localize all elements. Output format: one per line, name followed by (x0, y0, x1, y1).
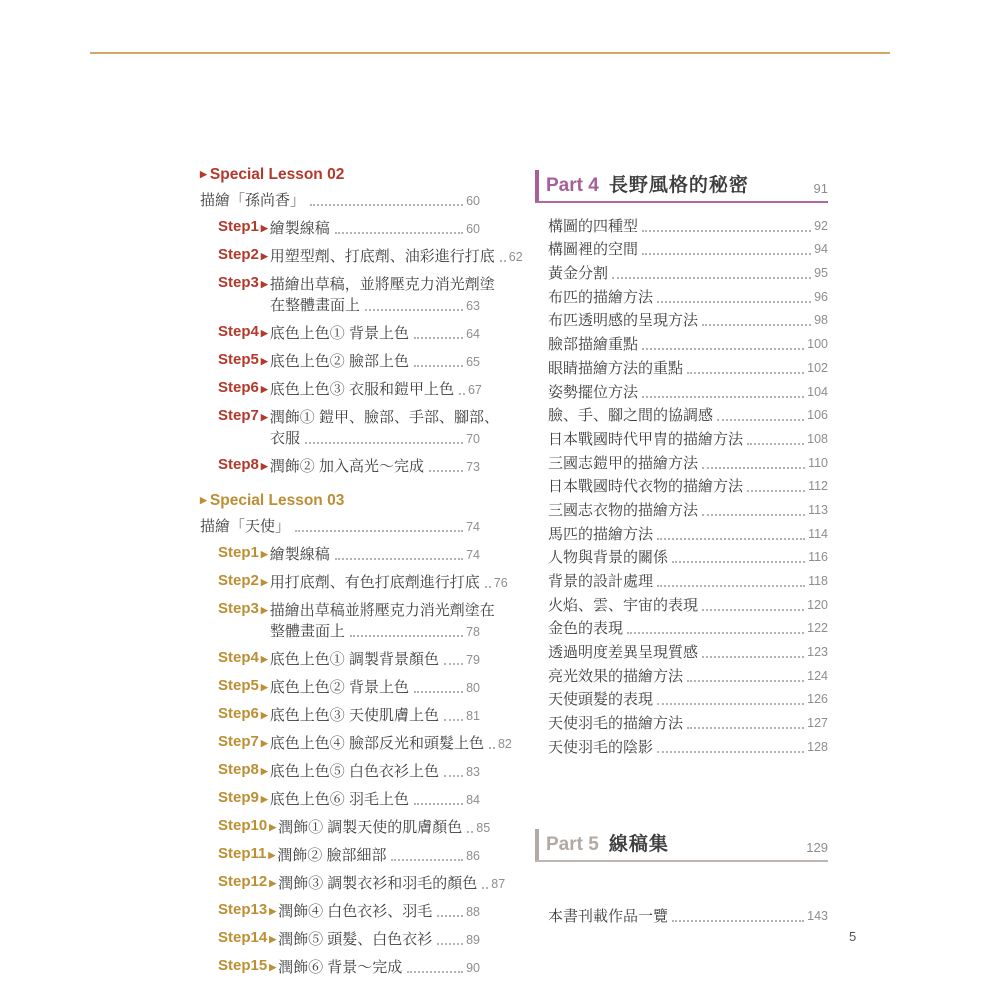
toc-item (548, 236, 828, 260)
dot-leader (391, 859, 463, 861)
step-text: 底色上色① 調製背景顏色 (269, 651, 439, 668)
part-label: Part 4 (546, 175, 599, 196)
step-text-continued: 整體畫面上 (270, 623, 346, 640)
right-toc-column (535, 168, 828, 926)
dot-leader (365, 309, 463, 311)
toc-item (548, 544, 828, 568)
dot-leader (627, 632, 804, 634)
toc-item-text: 三國志衣物的描繪方法 (548, 501, 699, 519)
step-label (218, 377, 270, 400)
step-entry (218, 216, 480, 239)
dot-leader (467, 831, 473, 833)
page-number: 76 (493, 576, 508, 590)
dot-leader (482, 887, 488, 889)
part-items-list (535, 203, 828, 757)
step-label (218, 899, 278, 922)
step-entry (218, 570, 508, 593)
page-number: 84 (466, 793, 480, 807)
part-5-block (535, 827, 828, 862)
step-arrow-icon: ▶ (260, 605, 268, 615)
step-label (218, 647, 270, 670)
step-entry (218, 955, 480, 978)
toc-item-text: 馬匹的描繪方法 (548, 525, 654, 543)
subtitle-text: 描繪「天使」 (200, 518, 291, 535)
toc-item-text: 日本戰國時代衣物的描繪方法 (548, 478, 744, 496)
step-entry (218, 349, 480, 372)
page-number: 106 (807, 408, 828, 423)
step-label (218, 570, 270, 593)
section-heading (200, 490, 480, 511)
toc-item-text: 天使羽毛的陰影 (548, 738, 654, 756)
page-number: 120 (807, 597, 828, 612)
toc-item-text: 構圖的四種型 (548, 217, 639, 235)
toc-item-text: 臉部描繪重點 (548, 336, 639, 354)
step-arrow-icon: ▶ (260, 766, 268, 776)
step-entry (218, 787, 480, 810)
step-arrow-icon: ▶ (260, 356, 268, 366)
page-number: 116 (808, 550, 828, 565)
step-text: 底色上色② 臉部上色 (269, 353, 409, 370)
toc-item (548, 473, 828, 497)
step-label (218, 321, 270, 344)
dot-leader (305, 442, 463, 444)
page-number: 81 (466, 709, 480, 723)
step-text: 潤飾⑥ 背景～完成 (278, 959, 403, 976)
step-label-text: Step1 (218, 544, 259, 561)
step-label (218, 216, 270, 239)
page-number: 94 (814, 242, 828, 257)
step-label-text: Step2 (218, 572, 259, 589)
page-number: 122 (807, 621, 828, 636)
toc-item-text: 三國志鎧甲的描繪方法 (548, 454, 699, 472)
steps-list (218, 542, 512, 978)
dot-leader (672, 561, 805, 563)
step-text: 描繪出草稿，並將壓克力消光劑塗 (269, 276, 495, 293)
step-entry (218, 899, 480, 922)
step-label-text: Step5 (218, 677, 259, 694)
step-label-text: Step12 (218, 873, 268, 890)
step-arrow-icon: ▶ (260, 251, 268, 261)
step-label (218, 349, 270, 372)
step-arrow-icon: ▶ (260, 794, 268, 804)
part-accent-bar (535, 829, 539, 860)
step-arrow-icon: ▶ (260, 682, 268, 692)
step-text: 潤飾④ 白色衣衫、羽毛 (278, 903, 433, 920)
left-toc-column (200, 164, 523, 991)
step-entry (218, 675, 480, 698)
steps-list (218, 216, 523, 477)
dot-leader (310, 204, 463, 206)
step-label-text: Step2 (218, 246, 259, 263)
toc-item-text: 日本戰國時代甲冑的描繪方法 (548, 430, 744, 448)
step-label-text: Step11 (218, 845, 267, 862)
step-arrow-icon: ▶ (260, 384, 268, 394)
toc-item (548, 638, 828, 662)
dot-leader (702, 324, 811, 326)
step-arrow-icon: ▶ (269, 906, 277, 916)
step-arrow-icon: ▶ (260, 710, 268, 720)
toc-item-text: 布匹透明感的呈現方法 (548, 312, 699, 330)
step-arrow-icon: ▶ (260, 328, 268, 338)
step-entry (218, 598, 495, 642)
section-heading-label: Special Lesson 03 (209, 492, 345, 509)
page-number: 90 (466, 961, 480, 975)
toc-item-text: 眼睛描繪方法的重點 (548, 359, 684, 377)
section-heading-label: Special Lesson 02 (209, 166, 345, 183)
dot-leader (407, 971, 463, 973)
step-arrow-icon: ▶ (260, 738, 268, 748)
dot-leader (687, 372, 804, 374)
dot-leader (747, 443, 804, 445)
page-number: 102 (807, 360, 828, 375)
page-number: 65 (466, 355, 480, 369)
step-text: 潤飾③ 調製衣衫和羽毛的顏色 (278, 875, 478, 892)
step-entry (218, 542, 480, 565)
dot-leader (414, 691, 463, 693)
page-number: 127 (807, 716, 828, 731)
toc-item (548, 378, 828, 402)
step-label (218, 955, 278, 978)
page-number: 88 (466, 905, 480, 919)
page-number: 89 (466, 933, 480, 947)
toc-item-text: 火焰、雲、宇宙的表現 (548, 596, 699, 614)
page-number: 70 (466, 432, 480, 446)
dot-leader (702, 514, 805, 516)
page-number: 79 (466, 653, 480, 667)
page-number: 78 (466, 625, 480, 639)
page-number: 60 (466, 194, 480, 208)
dot-leader (335, 232, 463, 234)
dot-leader (687, 727, 804, 729)
toc-item-text: 臉、手、腳之間的協調感 (548, 407, 714, 425)
dot-leader (414, 337, 463, 339)
step-label (218, 405, 270, 428)
step-text: 潤飾⑤ 頭髮、白色衣衫 (278, 931, 433, 948)
page-number: 108 (807, 431, 828, 446)
step-text: 底色上色③ 衣服和鎧甲上色 (269, 381, 454, 398)
toc-item-text: 亮光效果的描繪方法 (548, 667, 684, 685)
page-number: 80 (466, 681, 480, 695)
page-number: 83 (466, 765, 480, 779)
toc-item (548, 212, 828, 236)
toc-item-text: 布匹的描繪方法 (548, 288, 654, 306)
dot-leader (657, 301, 811, 303)
works-list-row (535, 902, 828, 926)
step-entry (218, 454, 480, 477)
toc-item-text: 人物與背景的關係 (548, 549, 669, 567)
step-label-text: Step15 (218, 957, 268, 974)
toc-item (548, 354, 828, 378)
toc-item (548, 520, 828, 544)
toc-item (548, 283, 828, 307)
page-number: 100 (807, 337, 828, 352)
step-label-text: Step6 (218, 379, 259, 396)
step-arrow-icon: ▶ (260, 279, 268, 289)
dot-leader (657, 703, 804, 705)
dot-leader (500, 260, 506, 262)
dot-leader (657, 585, 805, 587)
section-heading (200, 164, 480, 185)
dot-leader (672, 920, 804, 922)
step-arrow-icon: ▶ (260, 223, 268, 233)
toc-item-text: 天使羽毛的描繪方法 (548, 715, 684, 733)
dot-leader (414, 803, 463, 805)
step-label (218, 871, 278, 894)
step-label-text: Step3 (218, 274, 259, 291)
step-arrow-icon: ▶ (268, 850, 276, 860)
section-subtitle-row (200, 190, 480, 211)
toc-item (548, 496, 828, 520)
step-entry (218, 321, 480, 344)
page-number: 91 (813, 181, 828, 196)
page-number: 126 (807, 692, 828, 707)
step-arrow-icon: ▶ (260, 412, 268, 422)
step-arrow-icon: ▶ (260, 577, 268, 587)
page-number: 85 (476, 821, 491, 835)
step-text: 底色上色① 背景上色 (269, 325, 409, 342)
toc-item (548, 425, 828, 449)
part-accent-bar (535, 170, 539, 201)
toc-item-text: 構圖裡的空間 (548, 241, 639, 259)
dot-leader (444, 719, 463, 721)
page-number: 92 (814, 218, 828, 233)
step-label-text: Step5 (218, 351, 259, 368)
part-title: 長野風格的秘密 (608, 175, 749, 196)
step-label-text: Step7 (218, 733, 259, 750)
page-number: 104 (807, 384, 828, 399)
page-number: 87 (491, 877, 506, 891)
step-text: 潤飾① 鎧甲、臉部、手部、腳部、 (269, 409, 499, 426)
triangle-bullet-icon: ▶ (200, 169, 207, 179)
step-text: 潤飾① 調製天使的肌膚顏色 (278, 819, 463, 836)
step-entry (218, 871, 506, 894)
folio-page-number: 5 (849, 929, 857, 944)
dot-leader (485, 586, 491, 588)
page-number: 128 (807, 739, 828, 754)
dot-leader (747, 490, 805, 492)
step-label (218, 675, 270, 698)
step-text: 潤飾② 臉部細部 (277, 847, 387, 864)
toc-item (548, 709, 828, 733)
dot-leader (295, 530, 463, 532)
dot-leader (437, 915, 463, 917)
special-lesson-02-section (200, 164, 523, 477)
page-number: 118 (808, 574, 828, 588)
step-text-continued: 在整體畫面上 (270, 297, 361, 314)
step-label (218, 598, 270, 621)
step-entry (218, 647, 480, 670)
toc-item (548, 402, 828, 426)
page-number: 74 (466, 548, 480, 562)
step-label-text: Step8 (218, 761, 259, 778)
dot-leader (489, 747, 495, 749)
toc-item (548, 615, 828, 639)
step-label-text: Step6 (218, 705, 259, 722)
step-entry (218, 405, 499, 449)
step-entry (218, 843, 480, 866)
step-text: 底色上色⑥ 羽毛上色 (269, 791, 409, 808)
page-number: 123 (807, 645, 828, 660)
dot-leader (444, 775, 463, 777)
step-label (218, 843, 277, 866)
step-entry (218, 377, 480, 400)
subtitle-text: 描繪「孫尚香」 (200, 192, 306, 209)
step-label (218, 815, 278, 838)
page-number: 114 (808, 526, 828, 541)
step-entry (218, 272, 495, 316)
step-label (218, 787, 270, 810)
part-underline (535, 860, 828, 862)
page-number: 95 (814, 266, 828, 281)
page-number: 96 (814, 289, 828, 304)
step-label-text: Step14 (218, 929, 268, 946)
toc-item (548, 330, 828, 354)
dot-leader (717, 419, 804, 421)
section-subtitle-row (200, 516, 480, 537)
step-label-text: Step4 (218, 649, 259, 666)
step-label (218, 927, 278, 950)
toc-item-text: 黃金分割 (548, 265, 609, 283)
dot-leader (350, 635, 463, 637)
toc-item (548, 567, 828, 591)
step-label-text: Step4 (218, 323, 259, 340)
page-number: 67 (467, 383, 482, 397)
toc-item-text: 姿勢擺位方法 (548, 383, 639, 401)
step-label-text: Step9 (218, 789, 259, 806)
step-arrow-icon: ▶ (269, 934, 277, 944)
part-4-block (535, 168, 828, 757)
dot-leader (642, 396, 804, 398)
dot-leader (335, 558, 463, 560)
step-arrow-icon: ▶ (260, 549, 268, 559)
step-text: 底色上色③ 天使肌膚上色 (269, 707, 439, 724)
step-label-text: Step10 (218, 817, 268, 834)
dot-leader (657, 538, 805, 540)
step-arrow-icon: ▶ (269, 962, 277, 972)
step-entry (218, 815, 491, 838)
toc-item-text: 透過明度差異呈現質感 (548, 644, 699, 662)
dot-leader (444, 663, 463, 665)
dot-leader (437, 943, 463, 945)
dot-leader (702, 656, 804, 658)
step-entry (218, 703, 480, 726)
step-text: 底色上色② 背景上色 (269, 679, 409, 696)
page-number: 60 (466, 222, 480, 236)
dot-leader (642, 348, 804, 350)
toc-item (548, 733, 828, 757)
step-arrow-icon: ▶ (269, 878, 277, 888)
page-number: 73 (466, 460, 480, 474)
step-label-text: Step3 (218, 600, 259, 617)
step-text: 描繪出草稿並將壓克力消光劑塗在 (269, 602, 495, 619)
page-number: 82 (497, 737, 512, 751)
step-text: 繪製線稿 (269, 220, 330, 237)
step-label (218, 454, 270, 477)
step-label (218, 272, 270, 295)
toc-item (548, 259, 828, 283)
step-entry (218, 244, 523, 267)
page-number: 124 (807, 668, 828, 683)
dot-leader (642, 230, 811, 232)
top-rule (90, 52, 890, 54)
toc-item-text: 金色的表現 (548, 620, 624, 638)
step-text: 底色上色⑤ 白色衣衫上色 (269, 763, 439, 780)
toc-item (548, 662, 828, 686)
step-arrow-icon: ▶ (269, 822, 277, 832)
page-number: 129 (806, 839, 828, 855)
step-label (218, 731, 270, 754)
step-text-continued: 衣服 (270, 430, 301, 447)
dot-leader (687, 680, 804, 682)
step-entry (218, 927, 480, 950)
page-number: 62 (508, 250, 523, 264)
triangle-bullet-icon: ▶ (200, 495, 207, 505)
dot-leader (429, 470, 463, 472)
toc-item-text: 本書刊載作品一覽 (548, 907, 669, 925)
special-lesson-03-section (200, 490, 512, 978)
step-entry (218, 731, 512, 754)
toc-item (548, 307, 828, 331)
step-arrow-icon: ▶ (260, 654, 268, 664)
toc-item-text: 背景的設計處理 (548, 573, 654, 590)
toc-item-text: 天使頭髮的表現 (548, 691, 654, 709)
step-text: 用塑型劑、打底劑、油彩進行打底 (269, 248, 495, 265)
part-label: Part 5 (546, 833, 599, 855)
page-number: 86 (466, 849, 480, 863)
dot-leader (612, 277, 811, 279)
step-label-text: Step13 (218, 901, 268, 918)
step-text: 底色上色④ 臉部反光和頭髮上色 (269, 735, 484, 752)
dot-leader (459, 393, 465, 395)
step-label-text: Step7 (218, 407, 259, 424)
step-label (218, 542, 270, 565)
toc-item (548, 591, 828, 615)
step-text: 潤飾② 加入高光～完成 (269, 458, 424, 475)
page-number: 112 (808, 479, 828, 494)
page-number: 63 (466, 299, 480, 313)
page-number: 64 (466, 327, 480, 341)
dot-leader (414, 365, 463, 367)
toc-item (548, 449, 828, 473)
page-number: 110 (808, 455, 828, 470)
step-label (218, 244, 270, 267)
step-text: 用打底劑、有色打底劑進行打底 (269, 574, 480, 591)
step-arrow-icon: ▶ (260, 461, 268, 471)
dot-leader (702, 467, 805, 469)
page-number: 143 (807, 908, 828, 923)
step-label-text: Step8 (218, 456, 259, 473)
page-number: 98 (814, 313, 828, 328)
step-text: 繪製線稿 (269, 546, 330, 563)
part-title: 線稿集 (608, 833, 669, 855)
toc-item (548, 686, 828, 710)
page-number: 74 (466, 520, 480, 534)
step-label (218, 759, 270, 782)
step-label (218, 703, 270, 726)
part-header (535, 168, 828, 197)
page-number: 113 (808, 502, 828, 517)
dot-leader (657, 751, 804, 753)
step-entry (218, 759, 480, 782)
dot-leader (702, 609, 804, 611)
dot-leader (642, 253, 811, 255)
step-label-text: Step1 (218, 218, 259, 235)
part-header (535, 827, 828, 856)
